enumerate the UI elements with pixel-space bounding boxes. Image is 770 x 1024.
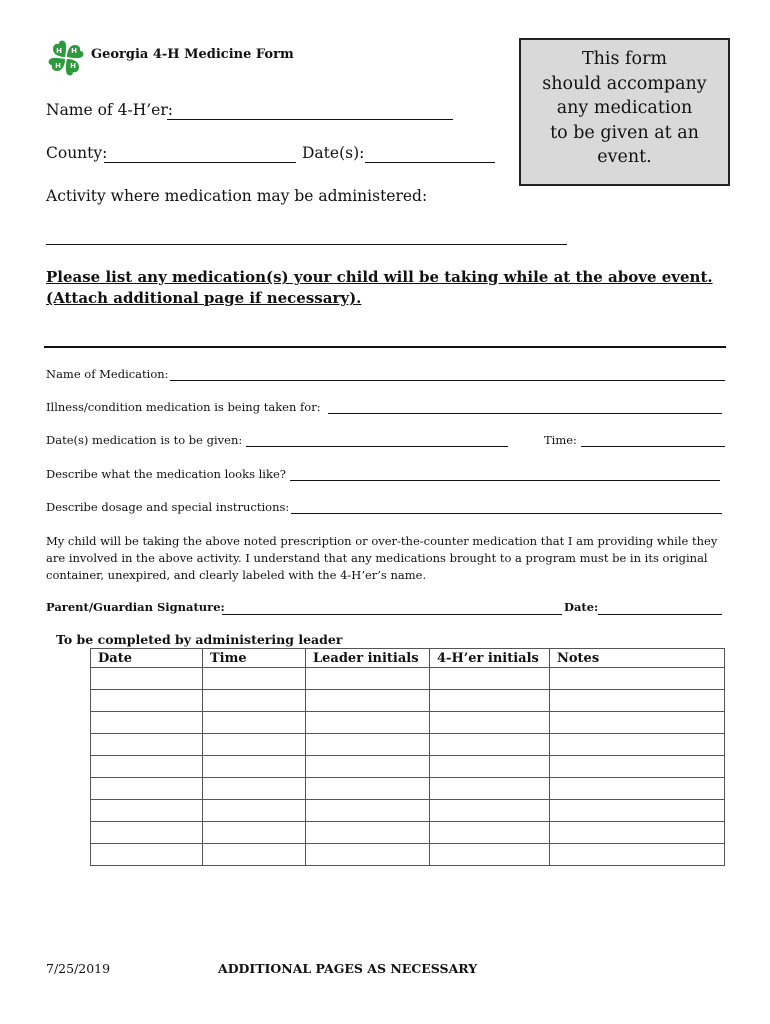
table-cell[interactable] [91, 756, 203, 778]
administration-log-table [90, 648, 725, 866]
table-cell[interactable] [91, 822, 203, 844]
table-row [91, 690, 725, 712]
medication-dates-field[interactable] [246, 446, 508, 447]
looks-label: Describe what the medication looks like? [46, 467, 286, 481]
table-cell[interactable] [203, 844, 306, 866]
signature-date-label: Date: [564, 600, 599, 614]
svg-text:H: H [71, 47, 77, 55]
table-cell[interactable] [550, 800, 725, 822]
medication-dates-label: Date(s) medication is to be given: [46, 433, 243, 447]
dosage-field[interactable] [291, 513, 722, 514]
time-field[interactable] [581, 446, 725, 447]
notice-line: This form [581, 49, 668, 69]
county-field[interactable] [104, 162, 296, 163]
table-cell[interactable] [306, 844, 430, 866]
consent-paragraph: My child will be taking the above noted prescription or over-the-counter medication that I am providing while they are involved in the above activity. I understand that any medications brought to a program must be in its original container, unexpired, and clearly labeled with the 4-H’er’s name. [46, 534, 718, 582]
table-cell[interactable] [203, 734, 306, 756]
name-label: Name of 4-H’er: [46, 101, 173, 119]
revision-date: 7/25/2019 [46, 961, 111, 976]
table-cell[interactable] [430, 800, 550, 822]
time-label: Time: [544, 433, 577, 447]
looks-field[interactable] [290, 480, 720, 481]
table-cell[interactable] [203, 712, 306, 734]
dosage-label: Describe dosage and special instructions: [46, 500, 290, 514]
table-cell[interactable] [203, 778, 306, 800]
table-row [91, 822, 725, 844]
parent-signature-field[interactable] [222, 614, 562, 615]
table-cell[interactable] [203, 668, 306, 690]
table-cell[interactable] [91, 668, 203, 690]
table-cell[interactable] [306, 800, 430, 822]
table-cell[interactable] [203, 756, 306, 778]
table-header-row [91, 649, 725, 668]
table-cell[interactable] [306, 712, 430, 734]
table-cell[interactable] [550, 668, 725, 690]
county-label: County: [46, 144, 108, 162]
svg-text:H: H [55, 62, 61, 70]
table-cell[interactable] [203, 800, 306, 822]
instruction-subheading: (Attach additional page if necessary). [46, 289, 362, 307]
table-cell[interactable] [430, 712, 550, 734]
activity-label: Activity where medication may be administered: [46, 187, 428, 205]
svg-text:H: H [56, 47, 62, 55]
table-cell[interactable] [306, 668, 430, 690]
table-cell[interactable] [91, 844, 203, 866]
table-cell[interactable] [306, 690, 430, 712]
table-cell[interactable] [430, 844, 550, 866]
notice-box [519, 38, 730, 186]
table-cell[interactable] [550, 756, 725, 778]
medication-name-label: Name of Medication: [46, 367, 169, 381]
medication-name-field[interactable] [170, 380, 725, 381]
notice-line: any medication [556, 98, 693, 118]
table-cell[interactable] [203, 822, 306, 844]
table-cell[interactable] [550, 734, 725, 756]
name-field[interactable] [167, 119, 453, 120]
footer-note: ADDITIONAL PAGES AS NECESSARY [218, 961, 478, 976]
table-cell[interactable] [91, 690, 203, 712]
column-header-notes: Notes [550, 649, 725, 668]
table-cell[interactable] [430, 668, 550, 690]
table-cell[interactable] [430, 822, 550, 844]
table-cell[interactable] [430, 734, 550, 756]
table-cell[interactable] [306, 734, 430, 756]
notice-line: to be given at an [550, 122, 699, 143]
table-cell[interactable] [91, 712, 203, 734]
section-divider [44, 346, 726, 348]
log-table-caption: To be completed by administering leader [56, 632, 343, 647]
column-header-4her-initials: 4-H’er initials [430, 649, 550, 668]
table-cell[interactable] [430, 756, 550, 778]
instruction-heading: Please list any medication(s) your child will be taking while at the above event. [46, 268, 713, 286]
dates-field[interactable] [365, 162, 495, 163]
dates-label: Date(s): [302, 144, 365, 162]
parent-signature-label: Parent/Guardian Signature: [46, 600, 225, 614]
signature-date-field[interactable] [598, 614, 722, 615]
svg-text:H: H [70, 62, 76, 70]
table-row [91, 800, 725, 822]
table-cell[interactable] [550, 778, 725, 800]
table-cell[interactable] [306, 778, 430, 800]
column-header-time: Time [203, 649, 306, 668]
notice-line: event. [597, 147, 652, 167]
table-row [91, 778, 725, 800]
table-cell[interactable] [430, 690, 550, 712]
four-h-clover-logo-icon [46, 38, 86, 78]
activity-field[interactable] [46, 244, 567, 245]
table-cell[interactable] [306, 756, 430, 778]
column-header-date: Date [91, 649, 203, 668]
table-row [91, 756, 725, 778]
table-row [91, 712, 725, 734]
notice-line: should accompany [542, 73, 707, 94]
illness-label: Illness/condition medication is being taken for: [46, 400, 321, 414]
table-cell[interactable] [550, 712, 725, 734]
table-cell[interactable] [306, 822, 430, 844]
table-row [91, 668, 725, 690]
table-cell[interactable] [91, 734, 203, 756]
column-header-leader-initials: Leader initials [306, 649, 430, 668]
table-cell[interactable] [550, 822, 725, 844]
table-cell[interactable] [550, 844, 725, 866]
table-row [91, 734, 725, 756]
illness-field[interactable] [328, 413, 722, 414]
form-title: Georgia 4-H Medicine Form [91, 47, 294, 62]
table-cell[interactable] [430, 778, 550, 800]
table-row [91, 844, 725, 866]
table-cell[interactable] [91, 778, 203, 800]
table-cell[interactable] [91, 800, 203, 822]
table-cell[interactable] [550, 690, 725, 712]
table-cell[interactable] [203, 690, 306, 712]
